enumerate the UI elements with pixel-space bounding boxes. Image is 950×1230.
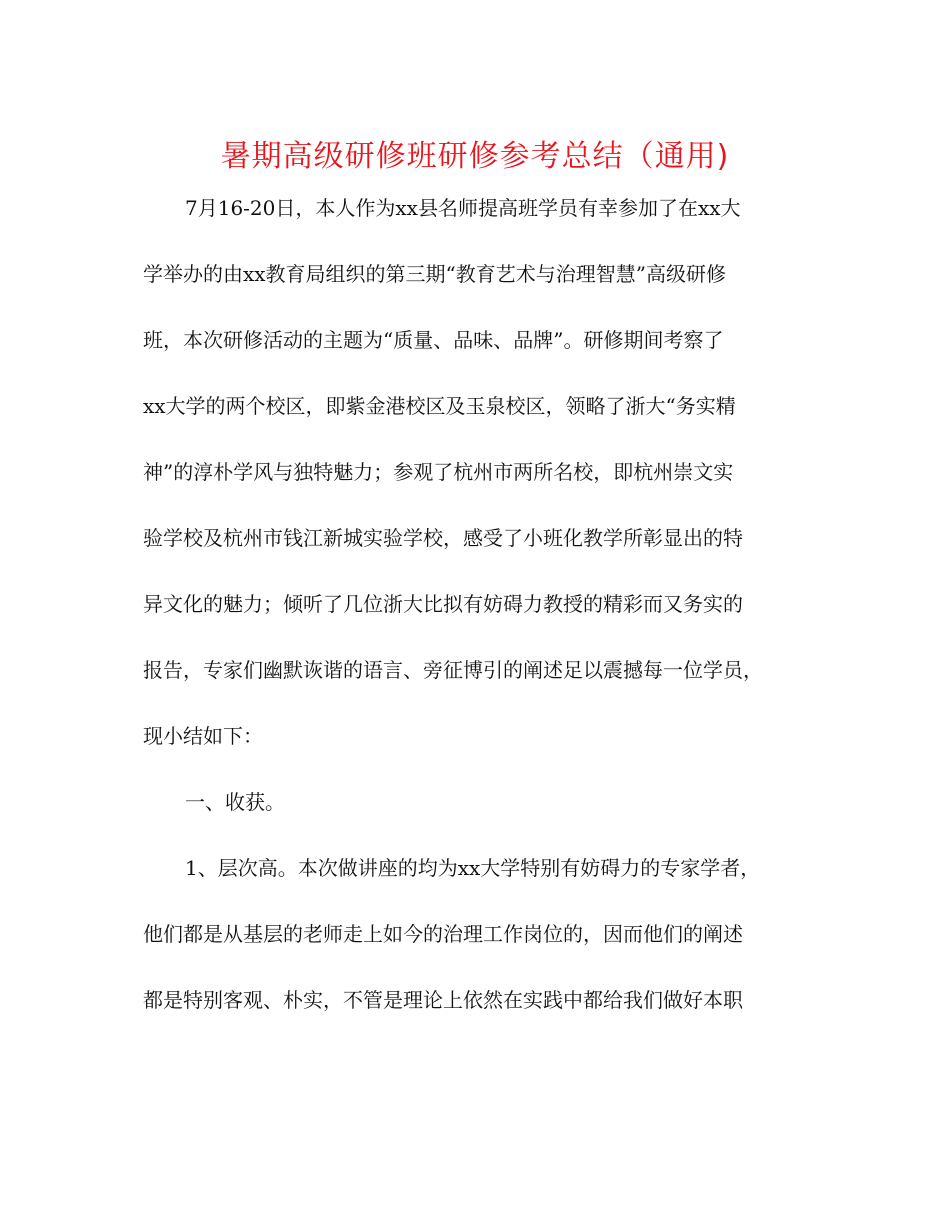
paragraph-line: 现小结如下： (143, 724, 263, 748)
paragraph-line: 异文化的魅力；倾听了几位浙大比拟有妨碍力教授的精彩而又务实的 (143, 592, 743, 616)
paragraph-line: 班，本次研修活动的主题为“质量、品味、品牌”。研修期间考察了 (143, 328, 724, 352)
document-body (143, 180, 803, 1038)
paragraph-line: 都是特别客观、朴实，不管是理论上依然在实践中都给我们做好本职 (143, 988, 743, 1012)
document-title: 暑期高级研修班研修参考总结（通用) (220, 139, 730, 174)
paragraph-line: 学举办的由xx教育局组织的第三期“教育艺术与治理智慧”高级研修 (143, 262, 727, 286)
paragraph-line: 1、层次高。本次做讲座的均为xx大学特别有妨碍力的专家学者， (185, 856, 761, 880)
paragraph-line: xx大学的两个校区，即紫金港校区及玉泉校区，领略了浙大“务实精 (143, 394, 736, 418)
paragraph-line: 验学校及杭州市钱江新城实验学校，感受了小班化教学所彰显出的特 (143, 526, 743, 550)
paragraph-line: 他们都是从基层的老师走上如今的治理工作岗位的，因而他们的阐述 (143, 922, 743, 946)
paragraph-line: 7月16-20日，本人作为xx县名师提高班学员有幸参加了在xx大 (185, 196, 741, 220)
paragraph-line: 神”的淳朴学风与独特魅力；参观了杭州市两所名校，即杭州崇文实 (143, 460, 734, 484)
section-heading: 一、收获。 (185, 790, 285, 814)
paragraph-line: 报告，专家们幽默诙谐的语言、旁征博引的阐述足以震撼每一位学员， (143, 658, 763, 682)
